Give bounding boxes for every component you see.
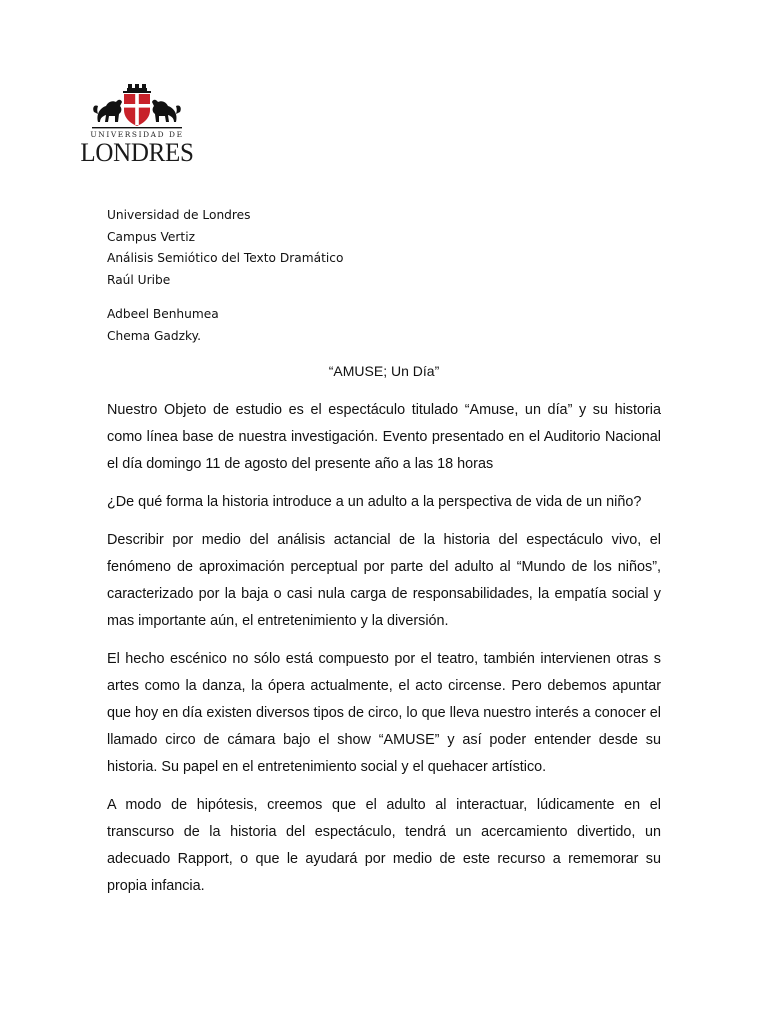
author-name: Chema Gadzky. (107, 328, 201, 343)
header-line: Raúl Uribe (107, 272, 171, 287)
header-line: Universidad de Londres (107, 208, 251, 222)
logo-university-label: UNIVERSIDAD DE (90, 130, 184, 139)
header-block (107, 205, 343, 291)
paragraph: Describir por medio del análisis actancial de la historia del espectáculo vivo, el fenómeno de aproximación perceptual por parte del adulto al “Mundo de los niños”, caracterizado por la baja o casi nula carga de responsabilidades, la empatía social y mas importante aún, el entretenimiento y la diversión. (107, 532, 661, 629)
logo-name: LONDRES (80, 138, 194, 168)
header-line: Campus Vertiz (107, 229, 195, 244)
crest-icon (78, 82, 196, 130)
author-name: Adbeel Benhumea (107, 307, 219, 321)
university-logo (78, 82, 196, 166)
paragraph: Nuestro Objeto de estudio es el espectáculo titulado “Amuse, un día” y su historia como línea base de nuestra investigación. Evento presentado en el Auditorio Nacional el día domingo 11 de agosto del presente año a las 18 horas (107, 402, 661, 472)
paragraph: El hecho escénico no sólo está compuesto por el teatro, también intervienen otras s artes como la danza, la ópera actualmente, el acto circense. Pero debemos apuntar que hoy en día existen diversos tipos de circo, lo que lleva nuestro interés a conocer el llamado circo de cámara bajo el show “AMUSE” y así poder entender desde su historia. Su papel en el entretenimiento social y el quehacer artístico. (107, 651, 661, 775)
paragraph: A modo de hipótesis, creemos que el adulto al interactuar, lúdicamente en el transcurso de la historia del espectáculo, tendrá un acercamiento divertido, un adecuado Rapport, o que le ayudará por medio de este recurso a rememorar su propia infancia. (107, 797, 661, 894)
paragraph: ¿De qué forma la historia introduce a un adulto a la perspectiva de vida de un niño? (107, 494, 642, 510)
document-title: “AMUSE; Un Día” (328, 363, 440, 379)
header-line: Análisis Semiótico del Texto Dramático (107, 251, 344, 266)
document-body (107, 397, 661, 911)
authors-block (107, 304, 219, 347)
